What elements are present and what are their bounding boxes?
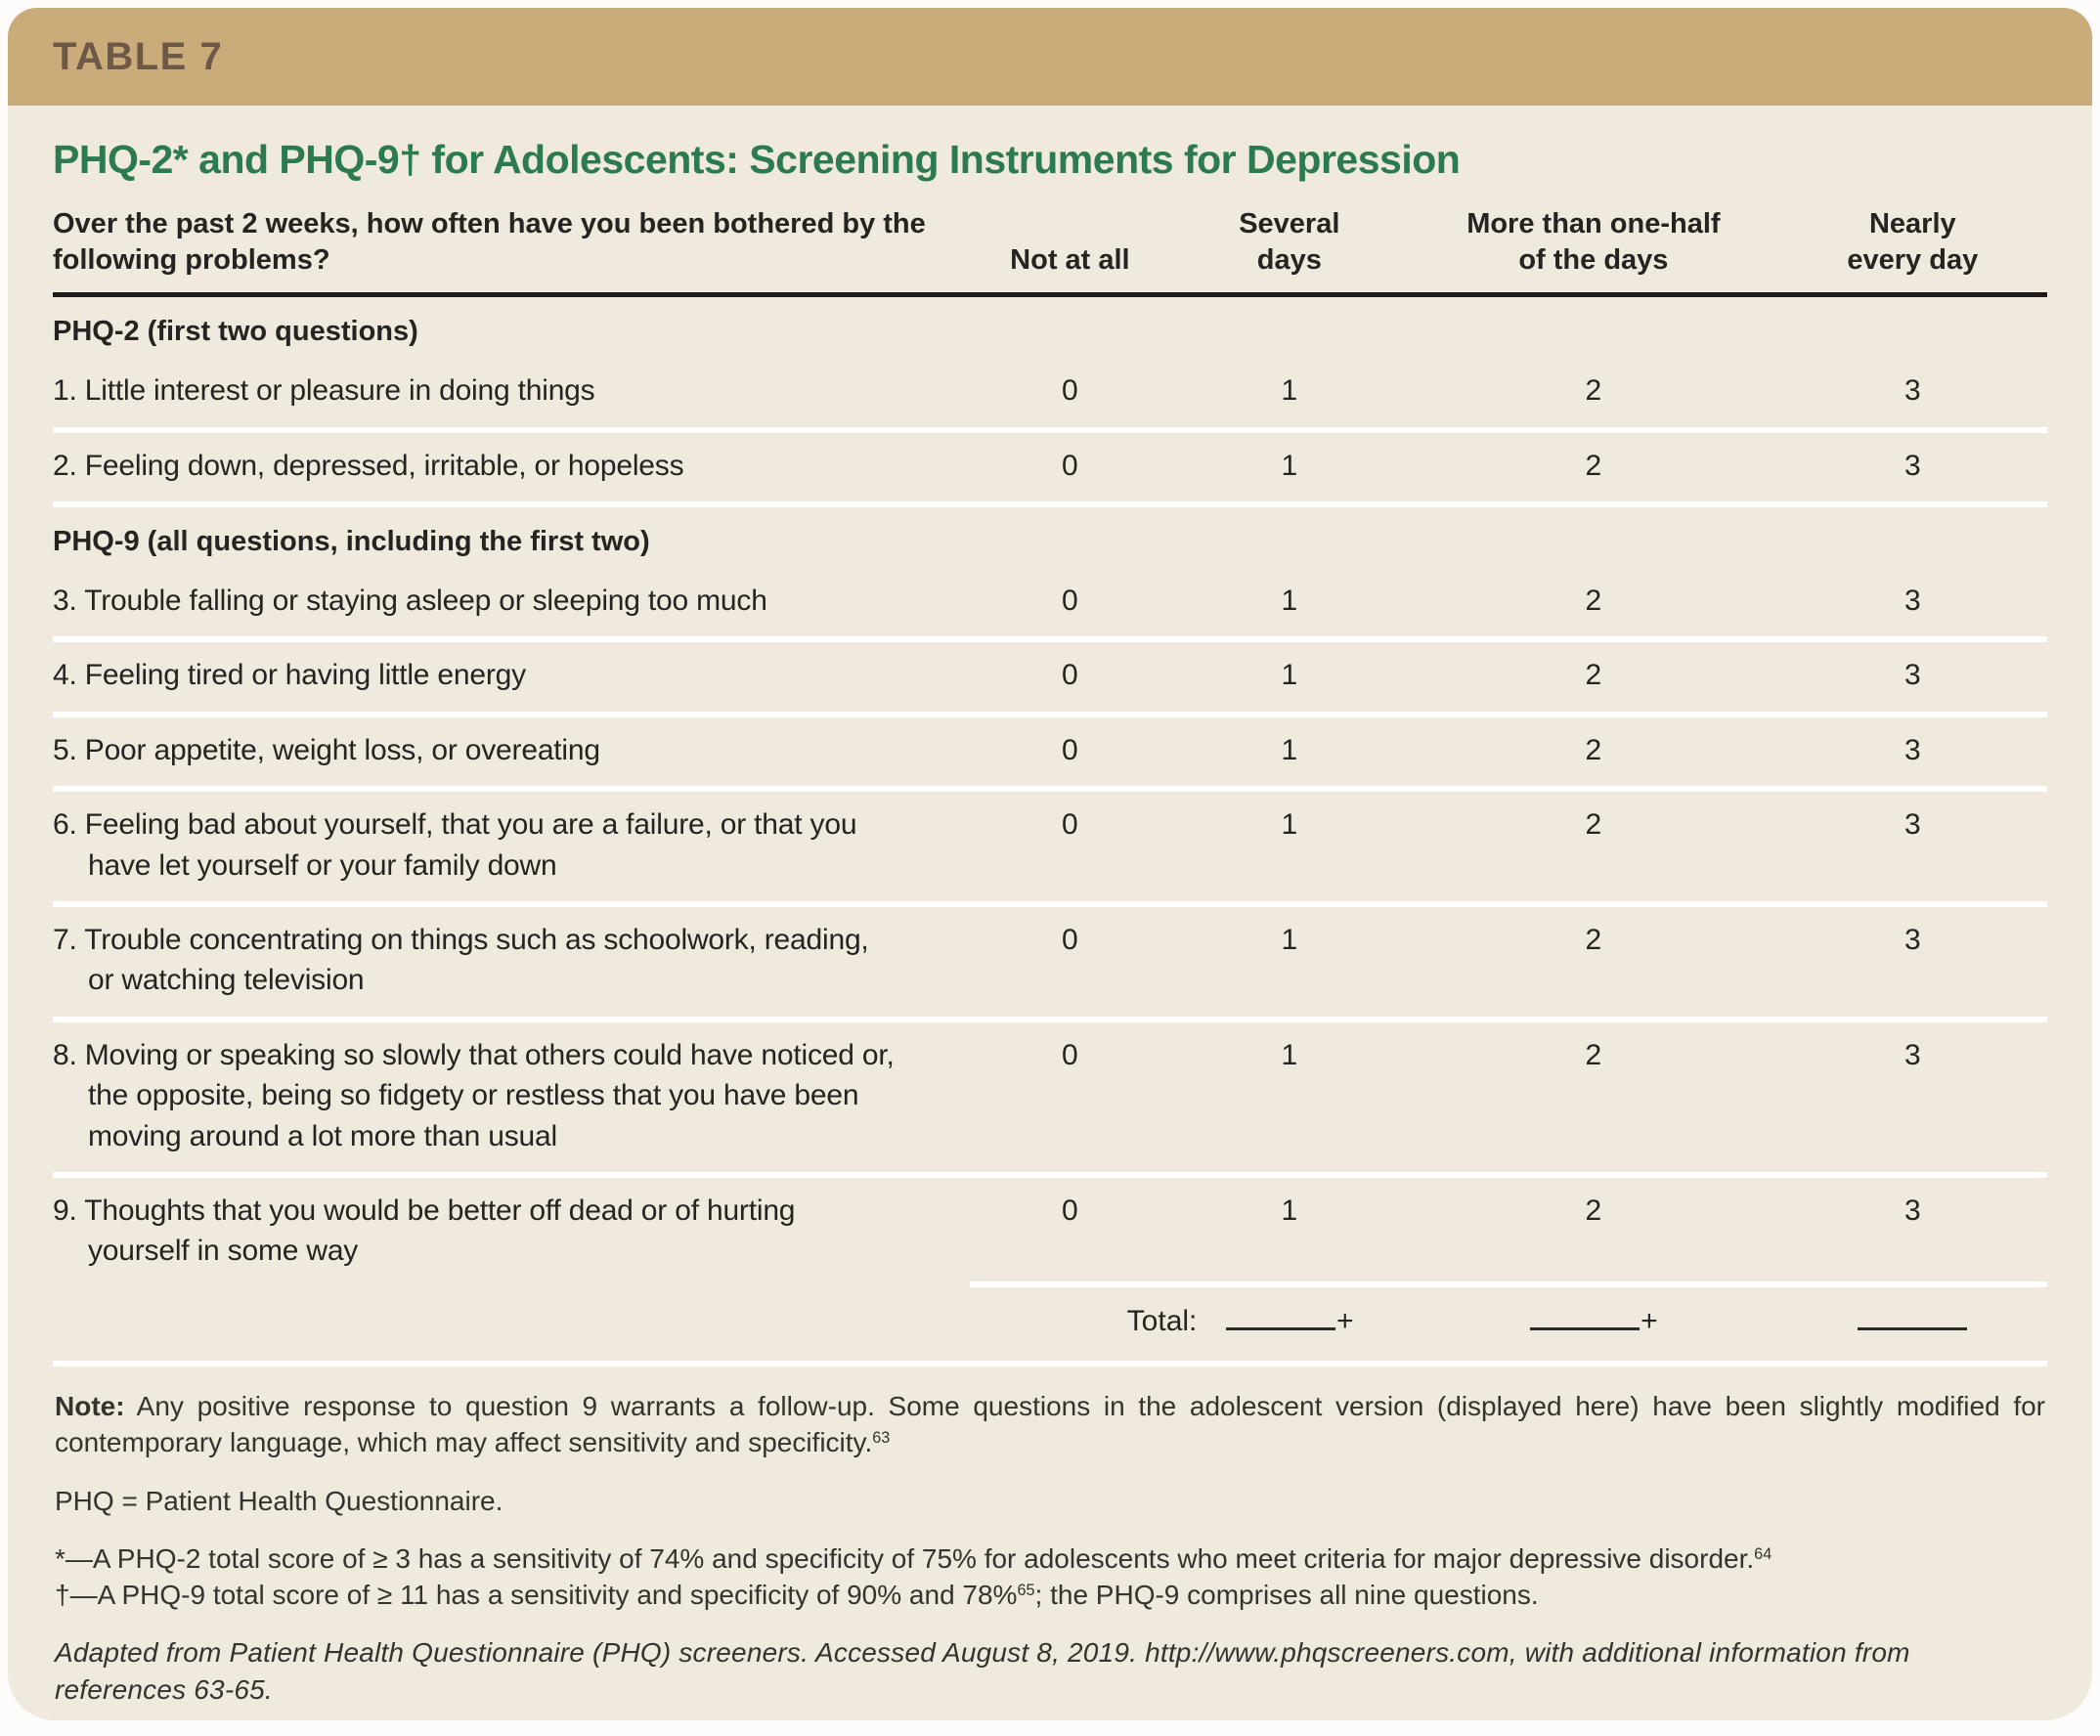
column-header-line: Not at all <box>1010 244 1130 277</box>
total-row <box>53 1287 2047 1367</box>
section-row-phq9 <box>53 507 2047 568</box>
score-value: 0 <box>970 907 1169 1022</box>
blank-line <box>1858 1325 1967 1330</box>
question-text: 9. Thoughts that you would be better off dead or of hurting yourself in some way <box>53 1194 796 1268</box>
score-value: 2 <box>1409 433 1777 507</box>
score-value: 1 <box>1169 907 1409 1022</box>
column-header-line: days <box>1256 244 1322 277</box>
section-label: PHQ-9 (all questions, including the first two) <box>53 526 650 558</box>
plus-sign: + <box>1641 1304 1658 1337</box>
plus-sign: + <box>1336 1304 1354 1337</box>
table-body <box>8 106 2092 1720</box>
column-header-more-than-half <box>1409 206 1777 297</box>
column-header-line: of the days <box>1518 244 1669 277</box>
footnote-dagger: †—A PHQ-9 total score of ≥ 11 has a sensitivity and specificity of 90% and 78% <box>55 1580 1018 1611</box>
score-value: 0 <box>970 642 1169 716</box>
question-row-6 <box>53 792 2047 907</box>
question-row-2 <box>53 433 2047 507</box>
reference-superscript: 65 <box>1017 1582 1035 1600</box>
score-value: 0 <box>970 1178 1169 1287</box>
question-text: 4. Feeling tired or having little energy <box>53 642 970 716</box>
table-header-bar <box>8 8 2092 106</box>
question-text: 6. Feeling bad about yourself, that you are a failure, or that you have let yourself or your family down <box>53 792 970 907</box>
column-header-line: Several <box>1239 208 1340 239</box>
total-blank-more-than-half <box>1409 1287 1777 1367</box>
score-value: 2 <box>1409 642 1777 716</box>
note-paragraph <box>55 1388 2045 1460</box>
question-text: 5. Poor appetite, weight loss, or overeating <box>53 717 970 792</box>
footnote-dagger-cont: ; the PHQ-9 comprises all nine questions. <box>1034 1580 1539 1611</box>
question-text: 2. Feeling down, depressed, irritable, or hopeless <box>53 433 970 507</box>
score-value: 0 <box>970 1022 1169 1178</box>
score-value: 2 <box>1409 717 1777 792</box>
table-number-label: TABLE 7 <box>53 34 224 78</box>
total-label-cell <box>970 1287 1198 1367</box>
score-value: 3 <box>1778 642 2047 716</box>
score-value: 3 <box>1778 1022 2047 1178</box>
total-blank-nearly-every-day <box>1778 1287 2047 1367</box>
section-row-phq2 <box>53 297 2047 358</box>
note-text: Any positive response to question 9 warrants a follow-up. Some questions in the adolescent version (displayed here) have been slightly modified for contemporary language, which may affect sensitivity and specificity. <box>55 1391 2045 1458</box>
score-value: 3 <box>1778 717 2047 792</box>
question-row-7 <box>53 907 2047 1022</box>
score-value: 3 <box>1778 433 2047 507</box>
score-value: 3 <box>1778 358 2047 432</box>
column-header-row <box>53 206 2047 297</box>
question-row-4 <box>53 642 2047 716</box>
question-row-9 <box>53 1178 2047 1287</box>
score-value: 2 <box>1409 568 1777 642</box>
question-row-3 <box>53 568 2047 642</box>
total-spacer <box>53 1287 970 1367</box>
score-value: 1 <box>1169 792 1409 907</box>
score-value: 1 <box>1169 433 1409 507</box>
score-value: 0 <box>970 792 1169 907</box>
column-header-nearly-every-day <box>1778 206 2047 297</box>
blank-line <box>1226 1325 1335 1330</box>
phq-questionnaire-table <box>53 206 2047 1367</box>
source-attribution: Adapted from Patient Health Questionnaire (PHQ) screeners. Accessed August 8, 2019. http://www.phqscreeners.com, with additional information from references 63-65. <box>55 1637 1910 1705</box>
score-value: 1 <box>1169 1178 1409 1287</box>
question-row-5 <box>53 717 2047 792</box>
score-value: 3 <box>1778 907 2047 1022</box>
reference-superscript: 64 <box>1754 1544 1772 1563</box>
question-column-header: Over the past 2 weeks, how often have you been bothered by the following problems? <box>53 206 970 297</box>
abbreviation-line: PHQ = Patient Health Questionnaire. <box>55 1485 503 1516</box>
score-value: 0 <box>970 568 1169 642</box>
score-value: 3 <box>1778 568 2047 642</box>
score-value: 2 <box>1409 358 1777 432</box>
section-label: PHQ-2 (first two questions) <box>53 316 418 348</box>
score-value: 0 <box>970 717 1169 792</box>
score-value: 0 <box>970 433 1169 507</box>
table-title: PHQ-2* and PHQ-9† for Adolescents: Screening Instruments for Depression <box>53 137 1461 182</box>
table-card <box>8 8 2092 1720</box>
question-row-8 <box>53 1022 2047 1178</box>
score-value: 1 <box>1169 568 1409 642</box>
question-text: 1. Little interest or pleasure in doing things <box>53 358 970 432</box>
column-header-line: every day <box>1847 244 1979 277</box>
total-blank-several-days <box>1169 1287 1409 1367</box>
footnote-star: *—A PHQ-2 total score of ≥ 3 has a sensitivity of 74% and specificity of 75% for adolescents who meet criteria for major depressive disorder. <box>55 1542 1755 1574</box>
question-text: 3. Trouble falling or staying asleep or sleeping too much <box>53 568 970 642</box>
footnote-group <box>55 1541 2045 1613</box>
footnotes <box>53 1367 2047 1720</box>
reference-superscript: 63 <box>872 1429 891 1448</box>
score-value: 2 <box>1409 1178 1777 1287</box>
score-value: 2 <box>1409 792 1777 907</box>
column-header-several-days <box>1169 206 1409 297</box>
column-header-not-at-all <box>970 206 1169 297</box>
score-value: 2 <box>1409 1022 1777 1178</box>
score-value: 1 <box>1169 1022 1409 1178</box>
question-row-1 <box>53 358 2047 432</box>
column-header-line: More than one-half <box>1466 208 1721 239</box>
score-value: 3 <box>1778 792 2047 907</box>
score-value: 3 <box>1778 1178 2047 1287</box>
question-text: 7. Trouble concentrating on things such as schoolwork, reading, or watching television <box>53 907 970 1022</box>
score-value: 1 <box>1169 358 1409 432</box>
column-header-line: Nearly <box>1868 208 1956 239</box>
question-text: 8. Moving or speaking so slowly that others could have noticed or, the opposite, being so fidgety or restless that you have been moving around a lot more than usual <box>53 1022 970 1178</box>
blank-line <box>1530 1325 1640 1330</box>
note-label: Note: <box>55 1391 125 1422</box>
total-label: Total: <box>1126 1304 1198 1337</box>
score-value: 1 <box>1169 717 1409 792</box>
score-value: 0 <box>970 358 1169 432</box>
score-value: 1 <box>1169 642 1409 716</box>
score-value: 2 <box>1409 907 1777 1022</box>
